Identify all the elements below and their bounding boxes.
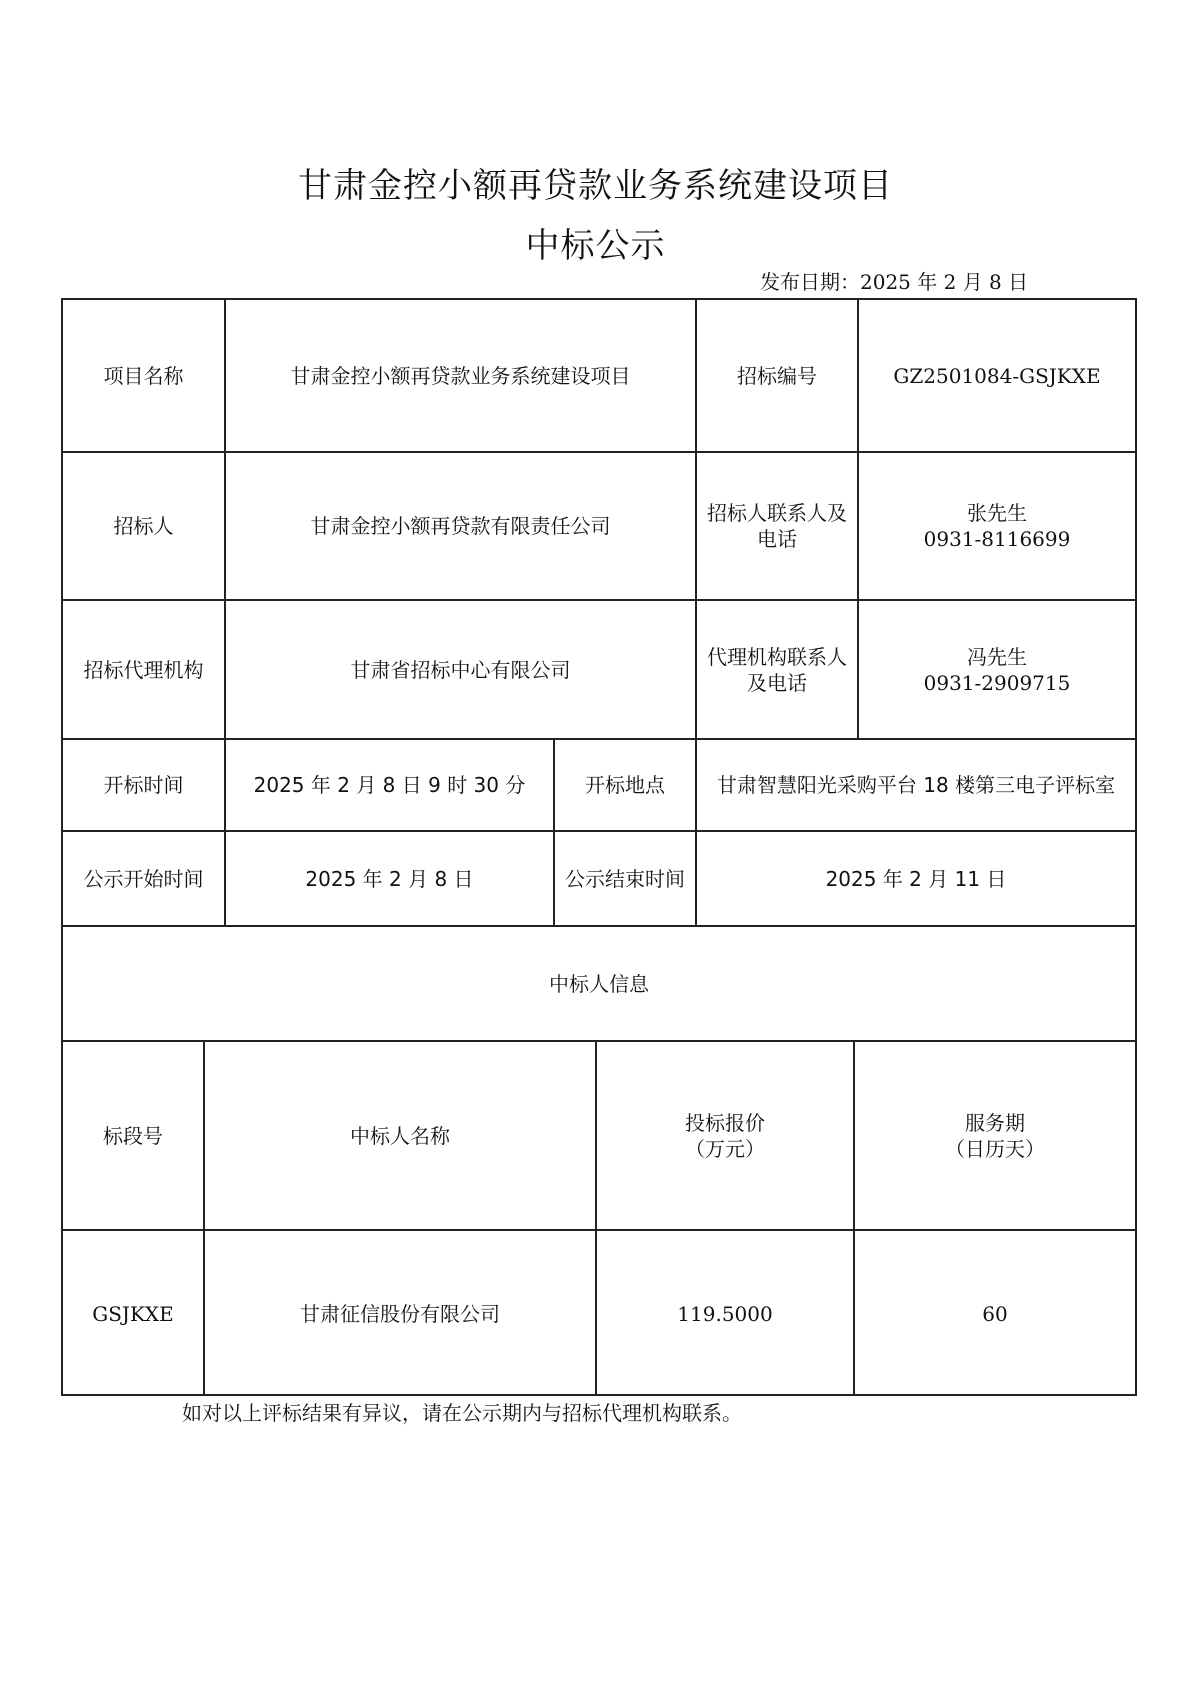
publish-date: 发布日期：2025 年 2 月 8 日 [760,270,1029,294]
objection-note: 如对以上评标结果有异议，请在公示期内与招标代理机构联系。 [182,1401,742,1425]
tenderer-value: 甘肃金控小额再贷款有限责任公司 [310,514,611,538]
agency-contact-label: 代理机构联系人 及电话 [707,644,847,695]
document-title: 甘肃金控小额再贷款业务系统建设项目 [298,166,893,206]
publicity-start-label: 公示开始时间 [83,866,204,891]
agency-contact-name: 冯先生 [967,644,1027,669]
publicity-start-value: 2025 年 2 月 8 日 [305,866,474,891]
open-place-label: 开标地点 [585,773,665,797]
col-header-service-period: 服务期 （日历天） [945,1110,1045,1161]
tenderer-contact-label: 招标人联系人及 电话 [707,501,847,551]
document-subtitle: 中标公示 [525,226,666,266]
winner-name: 甘肃征信股份有限公司 [300,1301,500,1326]
bid-number-value: GZ2501084-GSJKXE [893,363,1101,388]
winner-bid-price: 119.5000 [677,1301,773,1326]
agency-contact-phone: 0931-2909715 [923,670,1071,695]
col-header-lot: 标段号 [103,1123,163,1148]
open-time-label: 开标时间 [103,773,184,797]
publicity-end-value: 2025 年 2 月 11 日 [825,866,1007,891]
col-header-winner-name: 中标人名称 [350,1123,450,1148]
open-place-value: 甘肃智慧阳光采购平台 18 楼第三电子评标室 [716,773,1116,797]
tenderer-contact-value [859,453,1135,599]
open-time-value: 2025 年 2 月 8 日 9 时 30 分 [253,773,526,797]
bid-number-label: 招标编号 [737,363,817,388]
agency-label: 招标代理机构 [83,657,204,682]
tenderer-contact-phone: 0931-8116699 [923,527,1071,551]
winner-lot: GSJKXE [92,1301,174,1326]
publicity-end-label: 公示结束时间 [565,866,685,891]
tenderer-contact-name: 张先生 [967,501,1027,525]
project-name-label: 项目名称 [103,363,184,388]
winner-info-heading: 中标人信息 [549,971,649,996]
project-name-value: 甘肃金控小额再贷款业务系统建设项目 [290,363,631,388]
winner-service-period: 60 [982,1301,1008,1326]
col-header-bid-price: 投标报价 （万元） [685,1110,765,1161]
agency-contact-value [859,601,1135,738]
agency-value: 甘肃省招标中心有限公司 [350,657,571,682]
tenderer-label: 招标人 [113,514,174,538]
